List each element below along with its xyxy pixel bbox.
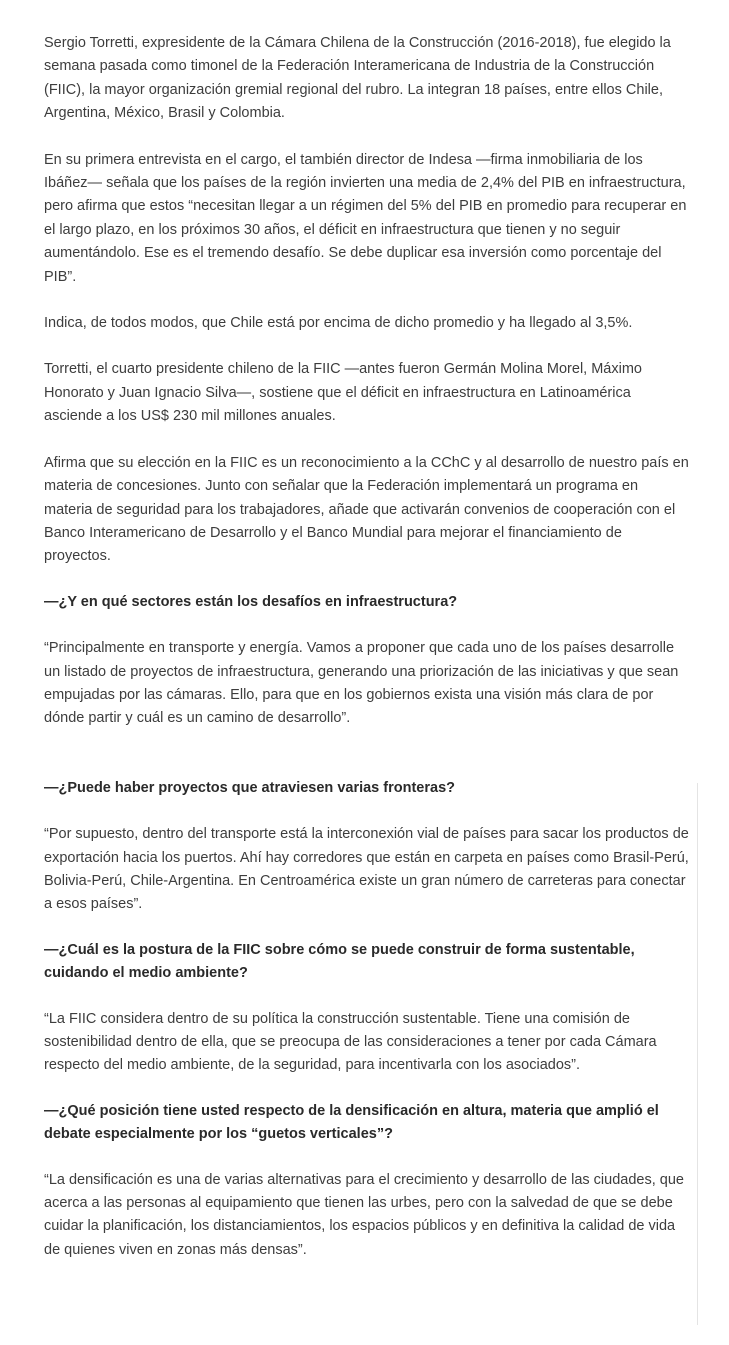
question-sectors: —¿Y en qué sectores están los desafíos en infraestructura?: [44, 593, 458, 610]
question-borders: —¿Puede haber proyectos que atraviesen varias fronteras?: [44, 779, 455, 796]
question-densification: —¿Qué posición tiene usted respecto de la densificación en altura, materia que amplió el debate especialmente por los “guetos verticales”?: [44, 1102, 659, 1143]
paragraph-election: Afirma que su elección en la FIIC es un reconocimiento a la CChC y al desarrollo de nuestro país en materia de concesiones. Junto con señalar que la Federación implementará un programa en materia de seguridad para los trabajadores, añade que activarán convenios de cooperación con el Banco Interamericano de Desarrollo y el Banco Mundial para mejorar el financiamiento de proyectos.: [44, 454, 689, 565]
right-border-line: [697, 783, 698, 1325]
article-body: [44, 32, 689, 1262]
question-sustainability: —¿Cuál es la postura de la FIIC sobre cómo se puede construir de forma sustentable, cuidando el medio ambiente?: [44, 941, 635, 982]
paragraph-investment: En su primera entrevista en el cargo, el también director de Indesa —firma inmobiliaria de los Ibáñez— señala que los países de la región invierten una media de 2,4% del PIB en infraestructura, pero afirma que estos “necesitan llegar a un régimen del 5% del PIB en promedio para recuperar en el largo plazo, en los próximos 30 años, el déficit en infraestructura que tienen y no seguir aumentándolo. Ese es el tremendo desafío. Se debe duplicar esa inversión como porcentaje del PIB”.: [44, 151, 687, 285]
answer-densification: “La densificación es una de varias alternativas para el crecimiento y desarrollo de las ciudades, que acerca a las personas al equipamiento que tienen las urbes, pero con la salvedad de que se debe cuidar la planificación, los distanciamientos, los espacios públicos y en definitiva la calidad de vida de quienes viven en zonas más densas”.: [44, 1171, 684, 1258]
answer-sustainability: “La FIIC considera dentro de su política la construcción sustentable. Tiene una comisión de sostenibilidad dentro de ella, que se preocupa de las consideraciones a tener por cada Cámara respecto del medio ambiente, de la seguridad, para incentivarla con los asociados”.: [44, 1010, 657, 1074]
answer-sectors: “Principalmente en transporte y energía. Vamos a proponer que cada uno de los países desarrolle un listado de proyectos de infraestructura, generando una priorización de las iniciativas y que sean empujadas por las cámaras. Ello, para que en los gobiernos exista una visión más clara de por dónde partir y cuál es un camino de desarrollo”.: [44, 640, 679, 727]
paragraph-intro: Sergio Torretti, expresidente de la Cámara Chilena de la Construcción (2016-2018), fue elegido la semana pasada como timonel de la Federación Interamericana de Industria de la Construcción (FIIC), la mayor organización gremial regional del rubro. La integran 18 países, entre ellos Chile, Argentina, México, Brasil y Colombia.: [44, 35, 671, 122]
answer-borders: “Por supuesto, dentro del transporte está la interconexión vial de países para sacar los productos de exportación hacia los puertos. Ahí hay corredores que están en carpeta en países como Brasil-Perú, Bolivia-Perú, Chile-Argentina. En Centroamérica existe un gran número de carreteras para conectar a esos países”.: [44, 826, 689, 913]
paragraph-chile-average: Indica, de todos modos, que Chile está por encima de dicho promedio y ha llegado al 3,5%.: [44, 315, 633, 332]
paragraph-deficit: Torretti, el cuarto presidente chileno de la FIIC —antes fueron Germán Molina Morel, Máximo Honorato y Juan Ignacio Silva—, sostiene que el déficit en infraestructura en Latinoamérica asciende a los US$ 230 mil millones anuales.: [44, 361, 642, 425]
